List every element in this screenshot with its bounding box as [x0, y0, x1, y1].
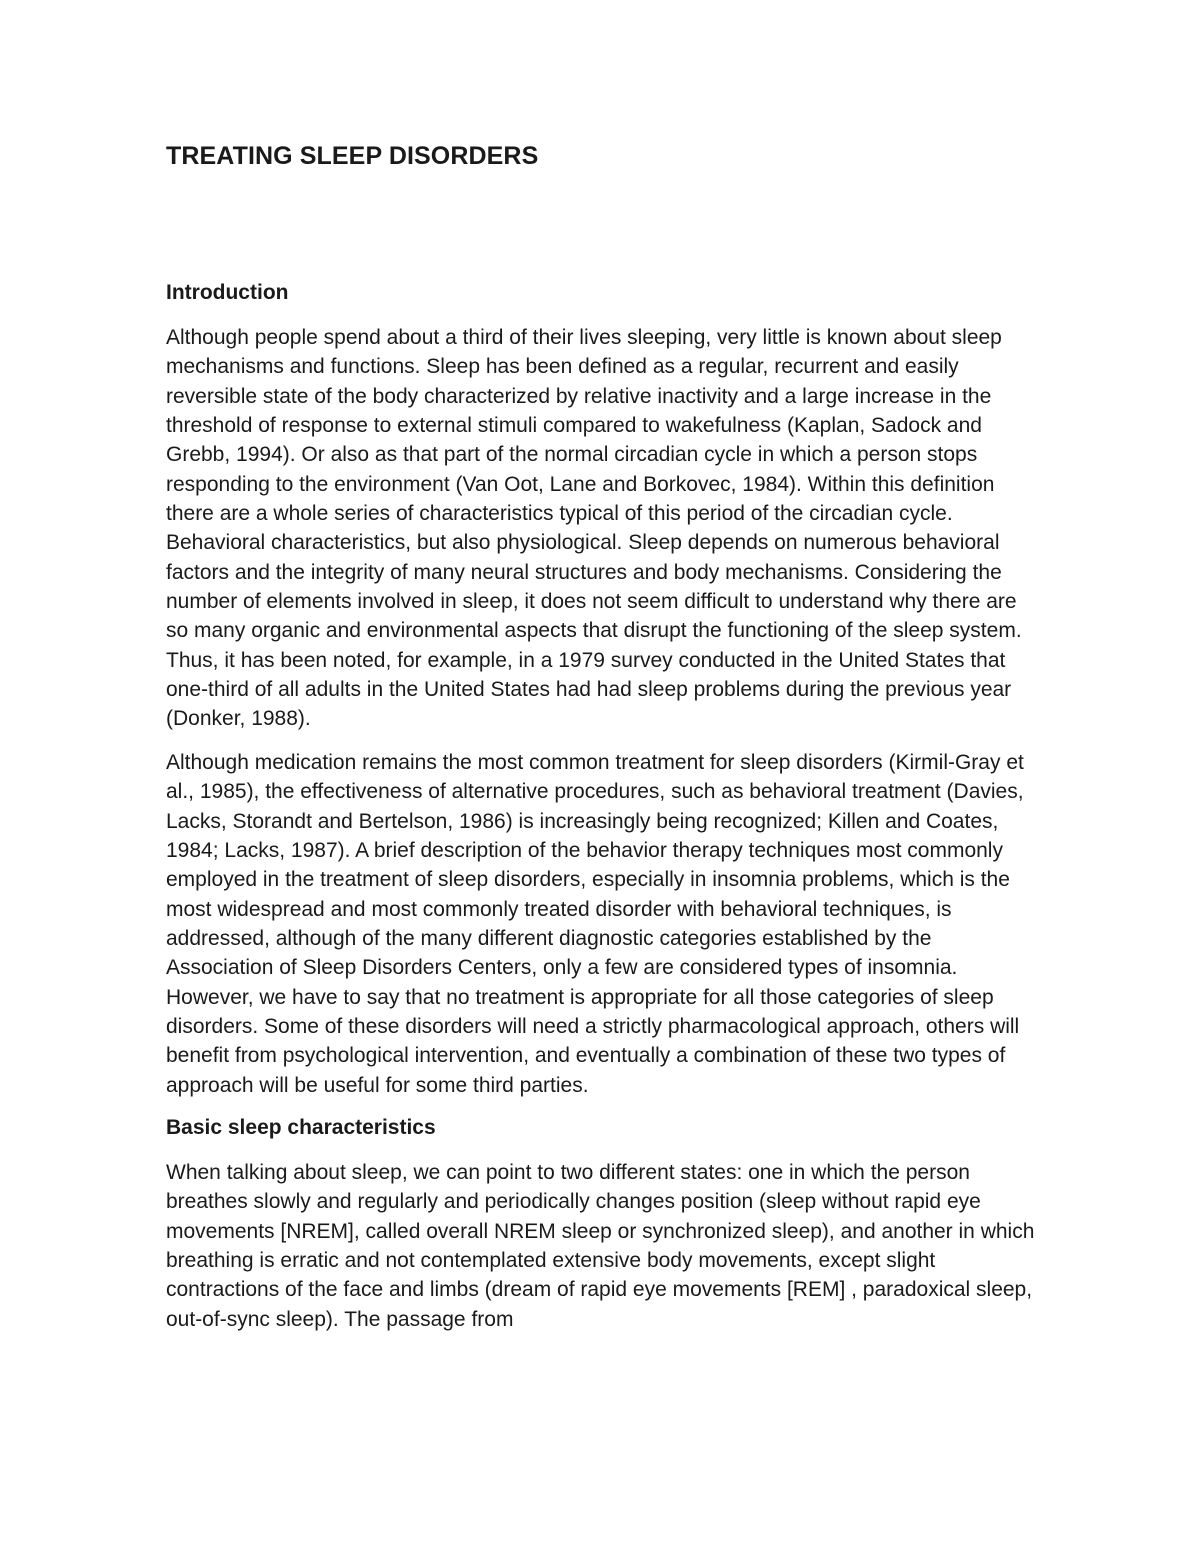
section-heading-basic-sleep-characteristics: Basic sleep characteristics	[166, 1115, 436, 1139]
basic-sleep-paragraph-1: When talking about sleep, we can point to two different states: one in which the person breathes slowly and regularly and periodically changes position (sleep without rapid eye movements [NREM], called overall NREM sleep or synchronized sleep), and another in which breathing is erratic and not contemplated extensive body movements, except slight contractions of the face and limbs (dream of rapid eye movements [REM] , paradoxical sleep, out-of-sync sleep). The passage from	[166, 1160, 1035, 1331]
introduction-paragraph-1: Although people spend about a third of their lives sleeping, very little is known about sleep mechanisms and functions. Sleep has been defined as a regular, recurrent and easily reversible state of the body characterized by relative inactivity and a large increase in the threshold of response to external stimuli compared to wakefulness (Kaplan, Sadock and Grebb, 1994). Or also as that part of the normal circadian cycle in which a person stops responding to the environment (Van Oot, Lane and Borkovec, 1984). Within this definition there are a whole series of characteristics typical of this period of the circadian cycle. Behavioral characteristics, but also physiological. Sleep depends on numerous behavioral factors and the integrity of many neural structures and body mechanisms. Considering the number of elements involved in sleep, it does not seem difficult to understand why there are so many organic and environmental aspects that disrupt the functioning of the sleep system. Thus, it has been noted, for example, in a 1979 survey conducted in the United States that one-third of all adults in the United States had had sleep problems during the previous year (Donker, 1988).	[166, 326, 1022, 731]
section-heading-introduction: Introduction	[166, 281, 289, 304]
document-body	[166, 140, 1040, 1334]
introduction-paragraph-2: Although medication remains the most common treatment for sleep disorders (Kirmil-Gray et al., 1985), the effectiveness of alternative procedures, such as behavioral treatment (Davies, Lacks, Storandt and Bertelson, 1986) is increasingly being recognized; Killen and Coates, 1984; Lacks, 1987). A brief description of the behavior therapy techniques most commonly employed in the treatment of sleep disorders, especially in insomnia problems, which is the most widespread and most commonly treated disorder with behavioral techniques, is addressed, although of the many different diagnostic categories established by the Association of Sleep Disorders Centers, only a few are considered types of insomnia. However, we have to say that no treatment is appropriate for all those categories of sleep disorders. Some of these disorders will need a strictly pharmacological approach, others will benefit from psychological intervention, and eventually a combination of these two types of approach will be useful for some third parties.	[166, 750, 1024, 1097]
document-title: TREATING SLEEP DISORDERS	[166, 142, 539, 170]
